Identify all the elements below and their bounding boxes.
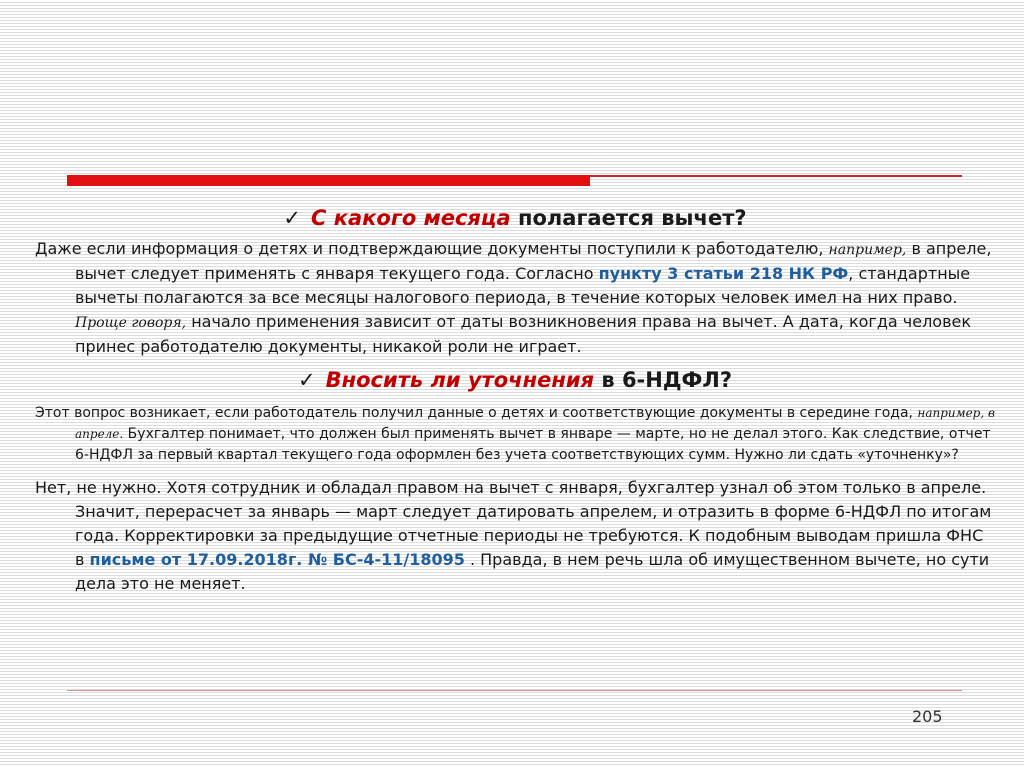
para1-italic-1: например, — [828, 242, 907, 258]
paragraph-answer — [35, 476, 995, 596]
heading-rest-text: в 6-НДФЛ? — [594, 368, 732, 392]
para3-text-1: Нет, не нужно. Хотя сотрудник и обладал правом на вычет с января, бухгалтер узнал об этом только в апреле. Значит, перерасчет за январь — март следует датировать апрелем, и отразить в форме 6-НДФЛ по итогам года. Корректировки за предыдущие отчетные периоды не требуются. К подобным выводам пришла ФНС в — [35, 478, 992, 569]
para1-italic-2: Проще говоря, — [75, 315, 187, 331]
checkmark-icon: ✓ — [283, 206, 302, 230]
para1-text-4: начало применения зависит от даты возникновения права на вычет. А дата, когда человек принес работодателю документы, никакой роли не играет. — [75, 312, 972, 356]
heading-deduction-month — [35, 203, 995, 233]
para3-text-2: . Правда, в нем речь шла об имущественном вычете, но сути дела это не меняет. — [75, 550, 990, 593]
page-number: 205 — [912, 707, 943, 726]
para1-text-3: , стандартные вычеты полагаются за все месяцы налогового периода, в течение которых человек имел на них право. — [75, 264, 971, 307]
slide-content — [35, 203, 995, 596]
heading-red-text: С какого месяца — [311, 206, 511, 230]
link-fns-letter[interactable]: письме от 17.09.2018г. № БС-4-11/18095 — [89, 550, 465, 569]
thin-header-line — [590, 175, 962, 177]
para2-text-2: Бухгалтер понимает, что должен был применять вычет в январе — марте, но не делал этого. Как следствие, отчет 6-НДФЛ за первый квартал текущего года оформлен без учета соответствующих сумм. Нужно ли сдать «уточненку»? — [75, 426, 991, 463]
checkmark-icon: ✓ — [297, 368, 316, 392]
footer-line — [67, 690, 962, 691]
red-header-bar — [67, 175, 590, 186]
paragraph-deduction-start — [35, 237, 995, 359]
para2-italic-1: например, в апреле. — [75, 406, 995, 441]
para2-text-1: Этот вопрос возникает, если работодатель получил данные о детях и соответствующие документы в середине года, — [35, 405, 918, 421]
heading-6ndfl-corrections — [35, 365, 995, 395]
heading-rest-text: полагается вычет? — [510, 206, 747, 230]
heading-red-text: Вносить ли уточнения — [325, 368, 595, 392]
para1-text-2: в апреле, вычет следует применять с января текущего года. Согласно — [75, 239, 992, 283]
link-article-218[interactable]: пункту 3 статьи 218 НК РФ — [598, 264, 849, 283]
paragraph-question — [35, 403, 995, 466]
para1-text-1: Даже если информация о детях и подтверждающие документы поступили к работодателю, — [35, 239, 829, 258]
spacer — [35, 466, 995, 476]
